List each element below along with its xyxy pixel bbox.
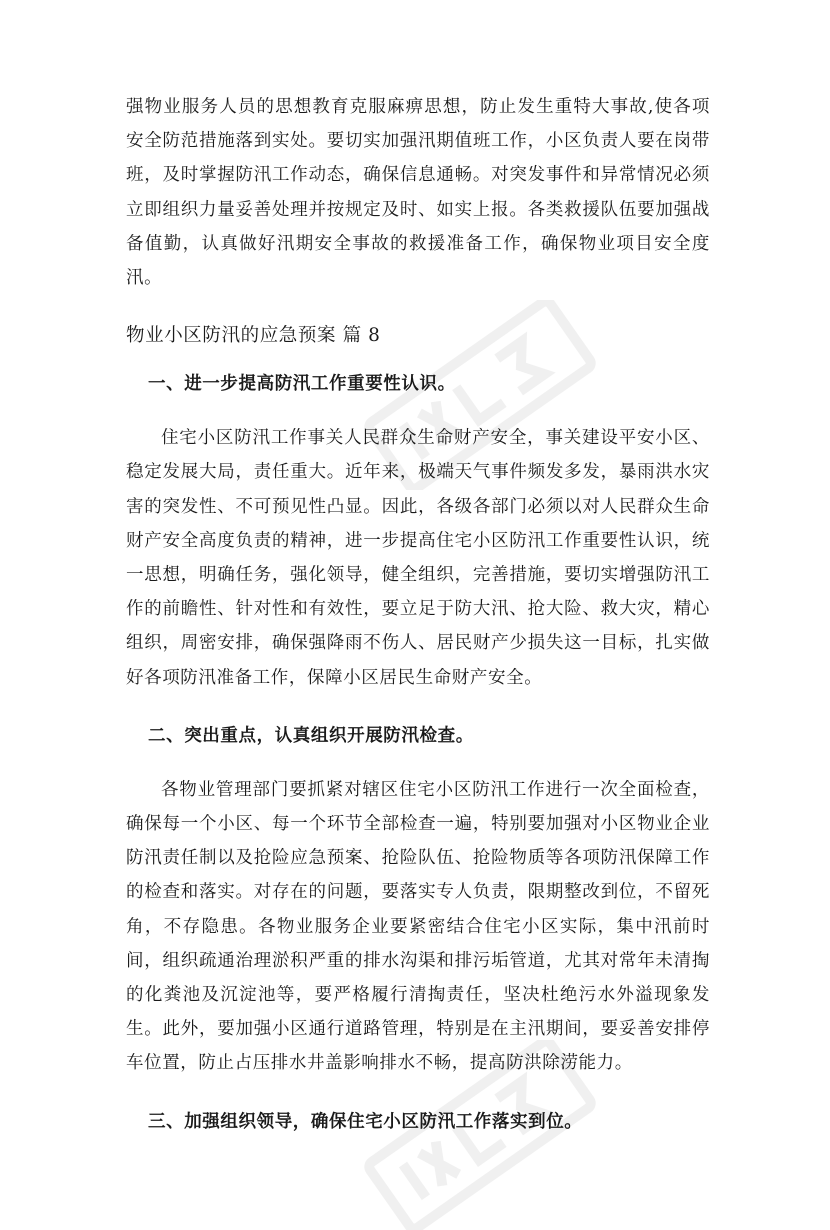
paragraph-1: 住宅小区防汛工作事关人民群众生命财产安全，事关建设平安小区、稳定发展大局，责任重大。近年来，极端天气事件频发多发，暴雨洪水灾害的突发性、不可预见性凸显。因此，各级各部门必须以对人民群众生命财产安全高度负责的精神，进一步提高住宅小区防汛工作重要性认识，统一思想，明确任务，强化领导，健全组织，完善措施，要切实增强防汛工作的前瞻性、针对性和有效性，要立足于防大汛、抢大险、救大灾，精心组织，周密安排，确保强降雨不伤人、居民财产少损失这一目标，扎实做好各项防汛准备工作，保障小区居民生命财产安全。 [126,428,710,688]
section-title: 物业小区防汛的应急预案 篇 8 [126,325,381,347]
paragraph-2: 各物业管理部门要抓紧对辖区住宅小区防汛工作进行一次全面检查，确保每一个小区、每一个环节全部检查一遍，特别要加强对小区物业企业防汛责任制以及抢险应急预案、抢险队伍、抢险物质等各项防汛保障工作的检查和落实。对存在的问题，要落实专人负责，限期整改到位，不留死角，不存隐患。各物业服务企业要紧密结合住宅小区实际，集中汛前时间，组织疏通治理淤积严重的排水沟渠和排污垢管道，尤其对常年未清掏的化粪池及沉淀池等，要严格履行清掏责任，坚决杜绝污水外溢现象发生。此外，要加强小区通行道路管理，特别是在主汛期间，要妥善安排停车位置，防止占压排水井盖影响排水不畅，提高防洪除涝能力。 [126,779,710,1074]
heading-1: 一、进一步提高防汛工作重要性认识。 [148,374,456,395]
heading-2: 二、突出重点，认真组织开展防汛检查。 [148,725,474,746]
heading-3: 三、加强组织领导，确保住宅小区防汛工作落实到位。 [148,1111,583,1132]
intro-paragraph: 强物业服务人员的思想教育克服麻痹思想，防止发生重特大事故,使各项安全防范措施落到实处。要切实加强汛期值班工作，小区负责人要在岗带班，及时掌握防汛工作动态，确保信息通畅。对突发事件和异常情况必须立即组织力量妥善处理并按规定及时、如实上报。各类救援队伍要加强战备值勤，认真做好汛期安全事故的救援准备工作，确保物业项目安全度汛。 [126,97,710,289]
document-body [126,90,710,1139]
